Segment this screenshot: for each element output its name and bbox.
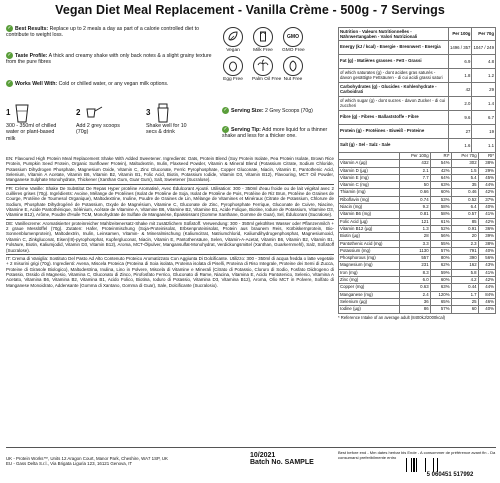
micronutrient-value: 0.57 bbox=[451, 211, 478, 218]
check-icon: ✓ bbox=[7, 25, 12, 31]
micronutrient-value: 85 bbox=[451, 218, 478, 225]
micronutrient-row bbox=[339, 277, 496, 284]
micronutrient-value: 58% bbox=[430, 211, 451, 218]
micronutrient-value: 1.5 bbox=[451, 167, 478, 174]
nutrient-value: 1.4 bbox=[472, 97, 496, 111]
step-2-text: Add 2 grey scoops (70g) bbox=[76, 123, 120, 136]
micronutrient-value: 5.8 bbox=[451, 269, 478, 276]
micronutrient-value: 58% bbox=[430, 204, 451, 211]
nutrient-value: 1.2 bbox=[472, 69, 496, 83]
micronutrient-value: 7.7 bbox=[400, 174, 431, 181]
micronutrient-value: 54% bbox=[430, 160, 451, 167]
micronutrient-value: 55% bbox=[430, 240, 451, 247]
nutrient-value: 1047 / 249 bbox=[472, 41, 496, 55]
micronutrient-name: Vitamin E (mg) bbox=[339, 174, 400, 181]
badge-milk-free: Milk Free bbox=[252, 27, 274, 53]
micronutrient-value: 0.74 bbox=[400, 196, 431, 203]
micronutrient-name: Vitamin B12 (µg) bbox=[339, 225, 400, 232]
micronutrient-value: 38% bbox=[478, 160, 495, 167]
micronutrient-row bbox=[339, 225, 496, 232]
micronutrient-value: 50 bbox=[400, 182, 431, 189]
ingredients-panel bbox=[6, 156, 334, 288]
micronutrient-value: 38% bbox=[478, 240, 495, 247]
micronutrient-value: 2.4 bbox=[400, 291, 431, 298]
micronutrient-value: 9.2 bbox=[400, 204, 431, 211]
micronutrient-row bbox=[339, 189, 496, 196]
step-2: 2 Add 2 grey scoops (70g) bbox=[76, 103, 131, 136]
nutrient-name: Fat (g) - Matières grasses - Fett - Grassi bbox=[339, 55, 449, 69]
micronutrient-value: 6.4 bbox=[451, 204, 478, 211]
micronutrient-value: 86 bbox=[400, 306, 431, 313]
micronutrient-value: 46% bbox=[478, 298, 495, 305]
nutrient-name: Carbohydrates (g) - Glucides - Kohlenhydrate - Carboidrati bbox=[339, 83, 449, 97]
micronutrient-value: 2.1 bbox=[400, 167, 431, 174]
micronutrient-name: Magnesium (mg) bbox=[339, 262, 400, 269]
divider bbox=[6, 219, 334, 220]
micronutrient-name: Manganese (mg) bbox=[339, 291, 400, 298]
nutrient-value: 19 bbox=[472, 125, 496, 139]
micronutrient-value: 20 bbox=[451, 233, 478, 240]
micronutrient-value: 42% bbox=[430, 167, 451, 174]
nutrition-header-cell: Nutrition - Valeurs Nutritionnelles - Nährwertangaben - Valori Nutrizionali bbox=[339, 28, 449, 41]
micronutrient-name: Copper (mg) bbox=[339, 284, 400, 291]
check-icon: ✓ bbox=[223, 126, 228, 132]
micro-header-cell: Per 70g bbox=[451, 153, 478, 160]
works-text: Cold or chilled water, or any vegan milk options. bbox=[58, 80, 169, 87]
barcode bbox=[404, 458, 496, 478]
micronutrient-value: 41% bbox=[478, 269, 495, 276]
micronutrient-value: 42% bbox=[478, 277, 495, 284]
nutrition-row bbox=[339, 41, 496, 55]
taste-text: A thick and creamy shake with only back notes & a slight grainy texture from the pure fibres bbox=[6, 52, 212, 66]
address-eu: EU - Gass Delta S.r.l., Via Brigata Liguria 123, 16121 Genova, IT bbox=[6, 461, 133, 467]
vegan-icon bbox=[223, 27, 243, 47]
micro-header-cell bbox=[339, 153, 400, 160]
micronutrient-row bbox=[339, 306, 496, 313]
micronutrient-value: 84% bbox=[478, 291, 495, 298]
nutrition-row bbox=[339, 111, 496, 125]
works-label: Works Well With: bbox=[15, 80, 58, 87]
micronutrient-row bbox=[339, 204, 496, 211]
micronutrient-value: 0.46 bbox=[451, 189, 478, 196]
micronutrient-row bbox=[339, 298, 496, 305]
micronutrient-name: Iodine (µg) bbox=[339, 306, 400, 313]
micro-header-cell: RI* bbox=[478, 153, 495, 160]
scoop-icon bbox=[84, 103, 104, 123]
date-code: 10/2021 bbox=[250, 452, 276, 459]
nutrition-header-cell: Per 70g bbox=[472, 28, 496, 41]
micronutrient-value: 25 bbox=[451, 298, 478, 305]
micronutrient-value: 121 bbox=[400, 218, 431, 225]
micronutrient-name: Selenium (µg) bbox=[339, 298, 400, 305]
nutrition-row bbox=[339, 83, 496, 97]
nutrient-value: 42 bbox=[448, 83, 472, 97]
badge-gmo-free: GMO GMO Free bbox=[282, 27, 304, 53]
micronutrient-value: 56% bbox=[430, 233, 451, 240]
barcode-number: 5 060451 517992 bbox=[426, 472, 474, 478]
micronutrient-value: 231 bbox=[400, 262, 431, 269]
micronutrient-row bbox=[339, 255, 496, 262]
gmo-free-icon: GMO bbox=[283, 27, 303, 47]
serving-size: ✓ Serving Size: 2 Grey Scoops (70g) bbox=[223, 107, 313, 114]
nutrient-value: 9.6 bbox=[448, 111, 472, 125]
micronutrient-value: 29% bbox=[478, 167, 495, 174]
ingredients-it: IT: Crema di Vaniglia: Sostituto Del Pasto Ad Alto Contenuto Proteico Aromatizzato Con Aggiunta Di Dolcificante. Utilizzo: 300 - 350ml di acqua fredda o latte vegetale + 2 misurini grigi (70g). Ingredienti: Avena, Miscela Proteica (Proteina di Soia isolata, Proteina isolata di Piselli, Proteina di Riso Integrale, Proteine dei Semi di Zucca, Proteine di Girasole Biologico), Maltodestrina, Inulina, Lino in Polvere, Miscela di Vitamine e Minerali (Citrato di Potassio, Cloruro di Sodio, Fosfato Diidrogeno di Potassio, Ossido di Magnesio, Vitamina C, Gluconato di Zinco, Pirofosfato Ferrico, Gluconato di Rame, Niacina, Vitamina E, Acido Pantotenico, Selenio, Vitamina A Acetato, Vitamina B6, Vitamina B2, Vitamina B1, Acido Folico, Biotina, Ioduro di Potassio, Vitamina D3, Vitamina B12), Aroma, Olio MCT in Polvere, Solfato di Manganese Monoidrato, Addensante (Gomma di Xantano, Gomma di Guar), Sale, Dolcificante (Sucralosio). bbox=[6, 255, 334, 288]
micronutrient-value: 37% bbox=[478, 196, 495, 203]
micronutrient-name: Phosphorous (mg) bbox=[339, 255, 400, 262]
micronutrient-value: 56% bbox=[478, 255, 495, 262]
best-before: Best before end - Mm dates herbar bis Ende - A consommer de préférence avant fin - Da consumarsi preferibilmente entro bbox=[338, 450, 496, 460]
nutrient-value: 29 bbox=[472, 83, 496, 97]
address-uk: UK - Protein Works™, Units 12 Aragon Court, Manor Park, Cheshire, WA7 1SP, UK bbox=[6, 456, 168, 461]
micronutrient-value: 1.7 bbox=[451, 291, 478, 298]
micronutrient-value: 36% bbox=[478, 225, 495, 232]
ingredients-en: EN: Flavoured High Protein Meal Replacement Shake With Added Sweetener. Ingredients: Oats, Protein Blend (Soy Protein Isolate, Pea Protein Isolate, Brown Rice Protein, Pumpkin Seed Protein, Organic Sunflower Protein), Maltodextrin, Inulin, Flaxseed Powder, Vitamin & Mineral Blend (Potassium Citrate, Sodium Chloride, Potassium Dihydrogen Phosphate, Magnesium Oxide, Vitamin C, Zinc Gluconate, Ferric Pyrophosphate, Copper Gluconate, Niacin, Vitamin E, Pantothenic Acid, Selenium, Vitamin A Acetate, Vitamin B6, Vitamin B2, Vitamin B1, Folic Acid, Biotin, Potassium Iodide, Vitamin D3, Vitamin B12), Flavouring, MCT Oil Powder, Manganese Sulphate Monohydrate, Thickener (Xanthan Gum, Guar Gum), Salt, Sweetener (Sucralose). bbox=[6, 156, 334, 183]
micronutrient-value: 2.3 bbox=[451, 240, 478, 247]
glass-icon bbox=[14, 103, 30, 123]
micronutrient-name: Riboflavin (mg) bbox=[339, 196, 400, 203]
nutrition-row bbox=[339, 125, 496, 139]
micronutrient-value: 40% bbox=[478, 247, 495, 254]
micronutrient-name: Niacin (mg) bbox=[339, 204, 400, 211]
nutrition-row bbox=[339, 55, 496, 69]
nutrient-value: 1.1 bbox=[472, 139, 496, 153]
micro-header-cell: Per 100g bbox=[400, 153, 431, 160]
nut-free-icon bbox=[283, 56, 303, 76]
micronutrient-value: 80% bbox=[430, 255, 451, 262]
nutrient-value: 6.9 bbox=[448, 55, 472, 69]
micronutrient-value: 57% bbox=[430, 247, 451, 254]
nutrient-value: 6.7 bbox=[472, 111, 496, 125]
ingredients-de: DE: Vanillecreme: Aromatisierter proteinreicher Mahlzeitenersatz-Shake mit zusätzlichem Süßstoff. Verwendung: 300 - 350ml gekühltes Wasser oder Pflanzenmilch + 2 graue Messlöffel (70g). Zutaten: Hafer, Proteinmischung (Soja-Proteinisolat, Erbsenproteinisolat, Protein aus braunem Reis, Kürbiskernprotein, Bio-Sonnenblumenprotein), Maltodextrin, Inulin, Leinsamen, Vitamin- & Mineralmischung (Kaliumcitrat, Natriumchlorid, Kaliumdihydrogenphosphat, Magnesiumoxid, Vitamin C, Zinkgluconat, Eisen(III)-pyrophosphat, Kupfergluconat, Niacin, Vitamin E, Pantothensäure, Selen, Vitamin-A-Acetat, Vitamin B6, Vitamin B2, Vitamin B1, Folsäure, Biotin, Kaliumjodid, Vitamin D3, Vitamin B12), Aroma, MCT-Ölpulver, Mangansulfat-Monohydrat, Verdickungsmittel (Xanthan, Guarkernmehl), Salz, Süßstoff (Sucralose). bbox=[6, 220, 334, 253]
micro-header-cell: RI* bbox=[430, 153, 451, 160]
micronutrient-row bbox=[339, 262, 496, 269]
micronutrient-value: 65% bbox=[430, 298, 451, 305]
micronutrient-name: Thiamin (mg) bbox=[339, 189, 400, 196]
micronutrient-value: 0.81 bbox=[400, 211, 431, 218]
check-icon: ✓ bbox=[7, 52, 12, 58]
micronutrient-value: 0.66 bbox=[400, 189, 431, 196]
palm-oil-free-icon bbox=[253, 56, 273, 76]
micronutrient-value: 43% bbox=[478, 262, 495, 269]
micro-header-row bbox=[339, 153, 496, 160]
micronutrient-name: Folic Acid (µg) bbox=[339, 218, 400, 225]
micronutrient-value: 39% bbox=[478, 233, 495, 240]
nutrition-table-micros bbox=[338, 152, 496, 320]
micronutrient-name: Potassium (mg) bbox=[339, 247, 400, 254]
micronutrient-row bbox=[339, 182, 496, 189]
taste-label: Taste Profile: bbox=[15, 52, 48, 59]
micronutrient-value: 1130 bbox=[400, 247, 431, 254]
micronutrient-name: Vitamin C (mg) bbox=[339, 182, 400, 189]
nutrient-name: Protein (g) - Protéines - Eiweiß - Proteine bbox=[339, 125, 449, 139]
preparation-steps bbox=[6, 103, 196, 153]
micronutrient-name: Zinc (mg) bbox=[339, 277, 400, 284]
micronutrient-value: 45% bbox=[478, 174, 495, 181]
micronutrient-value: 60% bbox=[430, 277, 451, 284]
micronutrient-value: 6.0 bbox=[400, 277, 431, 284]
micronutrient-name: Vitamin B6 (mg) bbox=[339, 211, 400, 218]
micronutrient-row bbox=[339, 269, 496, 276]
nutrition-table-macros bbox=[338, 27, 496, 153]
micronutrient-name: Iron (mg) bbox=[339, 269, 400, 276]
micronutrient-value: 162 bbox=[451, 262, 478, 269]
micronutrient-value: 302 bbox=[451, 160, 478, 167]
nutrition-row bbox=[339, 139, 496, 153]
micronutrient-value: 40% bbox=[478, 306, 495, 313]
micronutrient-row bbox=[339, 160, 496, 167]
step-3: 3 Shake well for 10 secs & drink bbox=[146, 103, 198, 136]
micronutrient-value: 4.2 bbox=[451, 277, 478, 284]
micronutrient-value: 8.3 bbox=[400, 269, 431, 276]
micronutrient-name: Pantothenic Acid (mg) bbox=[339, 240, 400, 247]
badge-grid bbox=[222, 27, 322, 82]
best-results-text: Replace up to 2 meals a day as part of a calorie controlled diet to contribute to weight loss. bbox=[6, 25, 199, 39]
divider bbox=[6, 184, 334, 185]
step-1: 1 300 - 350ml of chilled water or plant-based milk bbox=[6, 103, 64, 142]
barcode-bars bbox=[404, 458, 496, 472]
micronutrient-value: 44% bbox=[478, 284, 495, 291]
micronutrient-value: 42% bbox=[478, 218, 495, 225]
nutrient-value: 27 bbox=[448, 125, 472, 139]
micronutrient-value: 52% bbox=[430, 225, 451, 232]
micro-footnote: * Reference Intake of an average adult (8400kJ/2000kcal) bbox=[338, 314, 446, 320]
micronutrient-value: 40% bbox=[478, 204, 495, 211]
micronutrient-row bbox=[339, 211, 496, 218]
nutrient-value: 1.6 bbox=[448, 139, 472, 153]
works-well-with bbox=[6, 80, 216, 87]
micronutrient-row bbox=[339, 218, 496, 225]
best-results-label: Best Results: bbox=[15, 25, 49, 32]
micronutrient-value: 36 bbox=[400, 298, 431, 305]
badge-palm-oil-free: Palm Oil Free bbox=[252, 56, 274, 82]
ingredients-fr: FR: Crème Vanille: Shake De Substitut De Repas Hyper protéine Aromatisé, Avec Édulcorant Ajouté. Utilisation: 300 - 350ml d'eau froide ou de lait végétal avec 2 cuillères grises (70g). Ingrédients: Avoine, Mélange de Protéines (Isolat de Protéine de Soja, Isolat de Protéine de Pois, Protéine de Riz Brun, Protéine de Graines de Courge, Protéine de Tournesol Organique), Maltodextrine, Inuline, Poudre de Graines de Lin, Mélange de Vitamines et Minéraux (Citrate de Potassium, Chlorure de Sodium, Phosphate Dihydrogéné de Potassium, Oxyde de Magnésium, Vitamine C, Gluconate de Zinc, Pyrophosphate Ferrique, Gluconate de Cuivre, Niacine, Vitamine E, Acide Pantothénique, Sélénium, Acétate de Vitamine A, Vitamine B6, Vitamine B2, Vitamine B1, Acide Folique, Biotine, Iodure de Potassium, Vitamine D3, Vitamine B12), Arôme, Poudre d'Huile TCM, Monohydrate de Sulfate de Manganèse, Épaississant (Gomme Xanthane, Gomme de Guar), Sel, Édulcorant (Sucralose). bbox=[6, 185, 334, 218]
badge-vegan: Vegan bbox=[222, 27, 244, 53]
nutrient-value: 2.0 bbox=[448, 97, 472, 111]
egg-free-icon bbox=[223, 56, 243, 76]
micronutrient-value: 432 bbox=[400, 160, 431, 167]
micronutrient-value: 57% bbox=[430, 306, 451, 313]
micronutrient-value: 0.63 bbox=[400, 284, 431, 291]
micronutrient-value: 60% bbox=[430, 189, 451, 196]
micronutrient-value: 120% bbox=[430, 291, 451, 298]
nutrient-name: Salt (g) - Sel - Salz - Sale bbox=[339, 139, 449, 153]
micronutrient-value: 41% bbox=[478, 211, 495, 218]
nutrition-row bbox=[339, 69, 496, 83]
micronutrient-row bbox=[339, 240, 496, 247]
shaker-icon bbox=[154, 103, 172, 123]
nutrient-value: 1496 / 357 bbox=[448, 41, 472, 55]
serving-tip: ✓ Serving Tip: Add more liquid for a thinner shake and less for a thicker one. bbox=[222, 126, 328, 140]
nutrition-header-row bbox=[339, 28, 496, 41]
divider bbox=[6, 254, 334, 255]
micronutrient-value: 63% bbox=[430, 182, 451, 189]
micronutrient-value: 3.3 bbox=[400, 240, 431, 247]
taste-profile bbox=[6, 52, 216, 65]
micronutrient-value: 0.91 bbox=[451, 225, 478, 232]
badge-egg-free: Egg Free bbox=[222, 56, 244, 82]
micronutrient-name: Vitamin A (µg) bbox=[339, 160, 400, 167]
micronutrient-row bbox=[339, 196, 496, 203]
micronutrient-value: 1.3 bbox=[400, 225, 431, 232]
micronutrient-row bbox=[339, 284, 496, 291]
check-icon: ✓ bbox=[223, 107, 228, 113]
nutrient-value: 4.8 bbox=[472, 55, 496, 69]
milk-free-icon bbox=[253, 27, 273, 47]
batch-info bbox=[250, 452, 330, 466]
micronutrient-value: 390 bbox=[451, 255, 478, 262]
micronutrient-value: 63% bbox=[430, 284, 451, 291]
micronutrient-value: 42% bbox=[478, 189, 495, 196]
micronutrient-value: 59% bbox=[430, 269, 451, 276]
micronutrient-row bbox=[339, 291, 496, 298]
micronutrient-value: 557 bbox=[400, 255, 431, 262]
step-3-text: Shake well for 10 secs & drink bbox=[146, 123, 187, 136]
micronutrient-row bbox=[339, 167, 496, 174]
micronutrient-value: 62% bbox=[430, 262, 451, 269]
micronutrient-value: 61% bbox=[430, 218, 451, 225]
check-icon: ✓ bbox=[7, 80, 12, 86]
batch-number: Batch No. SAMPLE bbox=[250, 459, 314, 466]
micronutrient-value: 60 bbox=[451, 306, 478, 313]
micronutrient-value: 44% bbox=[478, 182, 495, 189]
nutrition-row bbox=[339, 97, 496, 111]
micronutrient-name: Vitamin D (µg) bbox=[339, 167, 400, 174]
nutrient-value: 1.8 bbox=[448, 69, 472, 83]
nutrition-header-cell: Per 100g bbox=[448, 28, 472, 41]
micronutrient-name: Biotin (µg) bbox=[339, 233, 400, 240]
micronutrient-value: 53% bbox=[430, 196, 451, 203]
micronutrient-row bbox=[339, 174, 496, 181]
micronutrient-row bbox=[339, 233, 496, 240]
nutrient-name: of which saturates (g) - dont acides gras saturés - davon gesättigte Fettsäuren - di cui acidi grassi saturi bbox=[339, 69, 449, 83]
micronutrient-value: 791 bbox=[451, 247, 478, 254]
best-results bbox=[6, 25, 216, 38]
nutrient-name: Energy (kJ / kcal) - Energie - Brennwert - Energia bbox=[339, 41, 449, 55]
nutrient-name: of which sugar (g) - dont sucres - davon Zucker - di cui zuccheri bbox=[339, 97, 449, 111]
micronutrient-value: 28 bbox=[400, 233, 431, 240]
product-title: Vegan Diet Meal Replacement - Vanilla Crème - 500g - 7 Servings bbox=[55, 3, 445, 17]
micronutrient-value: 64% bbox=[430, 174, 451, 181]
micronutrient-value: 0.44 bbox=[451, 284, 478, 291]
nutrient-name: Fibre (g) - Fibres - Ballaststoffe - Fibre bbox=[339, 111, 449, 125]
micronutrient-value: 5.4 bbox=[451, 174, 478, 181]
micronutrient-value: 35 bbox=[451, 182, 478, 189]
step-1-text: 300 - 350ml of chilled water or plant-based milk bbox=[6, 123, 57, 142]
badge-nut-free: Nut Free bbox=[282, 56, 304, 82]
footer-addresses bbox=[6, 456, 241, 467]
footer-divider bbox=[6, 447, 496, 448]
micronutrient-row bbox=[339, 247, 496, 254]
micronutrient-value: 0.52 bbox=[451, 196, 478, 203]
